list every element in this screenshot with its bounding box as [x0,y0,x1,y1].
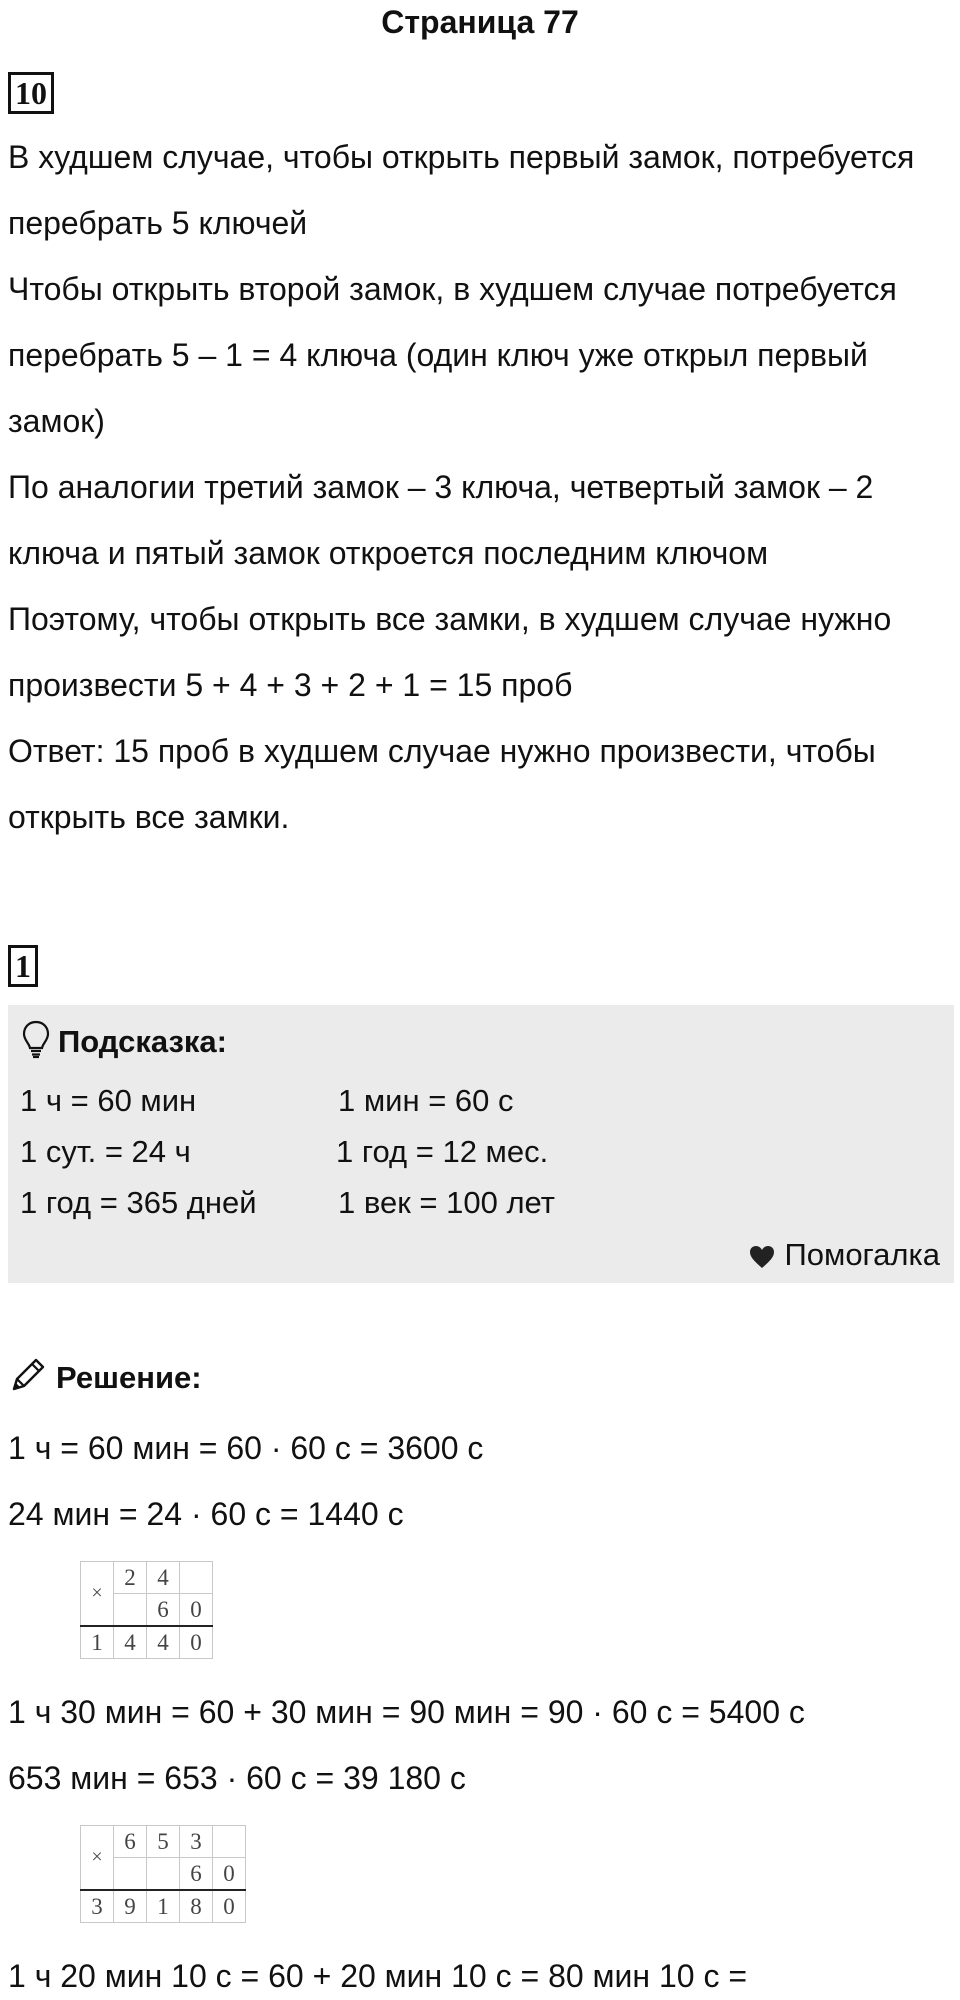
hint-row-3-right: 1 век = 100 лет [338,1185,555,1220]
multiply-sign: × [81,1562,114,1627]
pencil-icon [8,1355,48,1400]
calc-cell: 0 [213,1890,246,1923]
task10-line-6: По аналогии третий замок – 3 ключа, четвертый замок – 2 [8,469,874,505]
calc-cell: 0 [180,1626,213,1659]
solution-header [8,1355,202,1400]
hint-row-2-right: 1 год = 12 мес. [336,1134,549,1169]
calc-cell: 9 [114,1890,147,1923]
calc-cell: 3 [180,1826,213,1858]
calc-cell: 1 [81,1626,114,1659]
calc-cell: 1 [147,1890,180,1923]
helper-label: Помогалка [784,1237,940,1272]
calc-cell: 3 [81,1890,114,1923]
calc-cell: 4 [147,1626,180,1659]
hint-header [22,1017,227,1067]
calc-row [81,1826,246,1858]
task10-line-3: Чтобы открыть второй замок, в худшем случае потребуется [8,271,897,307]
task10-line-1: В худшем случае, чтобы открыть первый замок, потребуется [8,139,915,175]
task10-line-8: Поэтому, чтобы открыть все замки, в худшем случае нужно [8,601,892,637]
task10-line-11: открыть все замки. [8,799,290,835]
calc-cell: 4 [147,1562,180,1594]
task10-line-9: произвести 5 + 4 + 3 + 2 + 1 = 15 проб [8,667,573,703]
heart-icon [748,1242,776,1268]
calc-cell: 6 [114,1826,147,1858]
calc-cell [114,1858,147,1891]
hint-row-2-left: 1 сут. = 24 ч [20,1134,191,1169]
solution-line-1: 1 ч = 60 мин = 60 · 60 с = 3600 с [8,1430,484,1466]
calc-cell: 0 [180,1594,213,1627]
calc-result-row [81,1626,213,1659]
hint-row-1-right: 1 мин = 60 с [338,1083,514,1118]
helper-link[interactable] [748,1237,940,1273]
multiply-sign: × [81,1826,114,1891]
solution-line-4: 653 мин = 653 · 60 с = 39 180 с [8,1760,466,1796]
solution-line-2: 24 мин = 24 · 60 с = 1440 с [8,1496,404,1532]
calc-cell [147,1858,180,1891]
calc-cell [180,1562,213,1594]
task10-line-4: перебрать 5 – 1 = 4 ключа (один ключ уже открыл первый [8,337,868,373]
hint-label: Подсказка: [58,1024,227,1059]
calc-cell [114,1594,147,1627]
task10-line-7: ключа и пятый замок откроется последним ключом [8,535,769,571]
calc-row [81,1562,213,1594]
calc-cell: 6 [147,1594,180,1627]
multiplication-653x60 [80,1825,246,1923]
calc-cell: 2 [114,1562,147,1594]
calc-cell: 4 [114,1626,147,1659]
solution-line-5: 1 ч 20 мин 10 с = 60 + 20 мин 10 с = 80 мин 10 с = [8,1958,748,1994]
task-number-1: 1 [8,945,38,987]
calc-cell: 8 [180,1890,213,1923]
hint-row-3-left: 1 год = 365 дней [20,1185,257,1220]
calc-cell: 6 [180,1858,213,1891]
multiplication-24x60 [80,1561,213,1659]
hint-row-1-left: 1 ч = 60 мин [20,1083,197,1118]
task10-line-2: перебрать 5 ключей [8,205,308,241]
calc-result-row [81,1890,246,1923]
task-number-10: 10 [8,72,54,114]
lightbulb-icon [22,1020,50,1065]
calc-cell [213,1826,246,1858]
calc-cell: 5 [147,1826,180,1858]
calc-cell: 0 [213,1858,246,1891]
hint-box [8,1005,954,1283]
task10-line-10: Ответ: 15 проб в худшем случае нужно произвести, чтобы [8,733,876,769]
page-title: Страница 77 [381,4,579,40]
task10-line-5: замок) [8,403,105,439]
solution-label: Решение: [56,1359,202,1395]
solution-line-3: 1 ч 30 мин = 60 + 30 мин = 90 мин = 90 · 60 с = 5400 с [8,1694,805,1730]
